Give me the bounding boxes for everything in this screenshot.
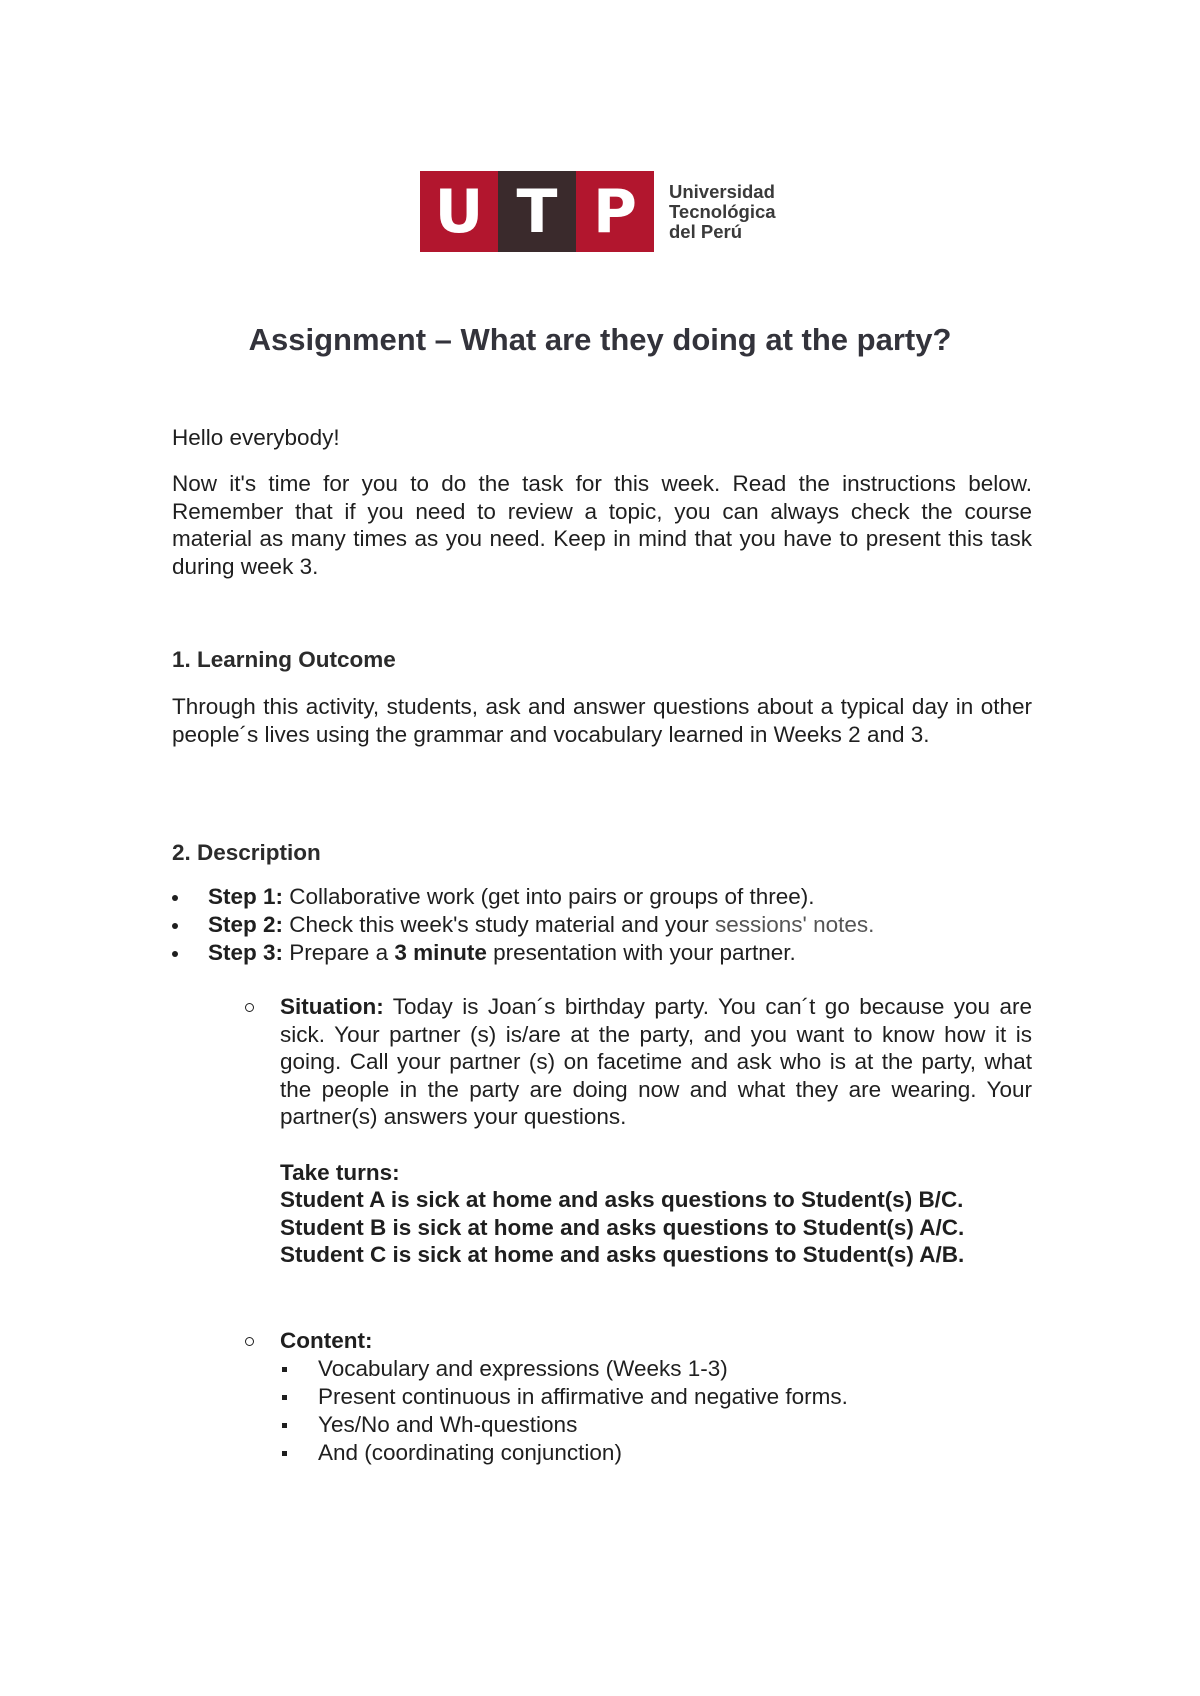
situation-text <box>280 993 1032 1131</box>
content-label: Content: <box>280 1328 373 1353</box>
section-heading-learning-outcome: 1. Learning Outcome <box>172 647 396 672</box>
steps-list <box>172 883 1032 967</box>
intro-paragraph: Now it's time for you to do the task for this week. Read the instructions below. Remember that if you need to review a topic, you can always check the course material as many times as you need. Keep in mind that you have to present this task during week 3. <box>172 471 1032 579</box>
list-item-step-2 <box>172 911 1032 939</box>
list-item: Vocabulary and expressions (Weeks 1-3) <box>244 1355 1032 1383</box>
utp-logo <box>420 171 776 252</box>
situation-label: Situation: <box>280 994 384 1019</box>
step-3-text-pre: Prepare a <box>283 940 395 965</box>
step-1-label: Step 1: <box>208 884 284 909</box>
logo-letter-u: U <box>420 171 498 252</box>
list-item: And (coordinating conjunction) <box>244 1439 1032 1467</box>
situation-block <box>280 993 1032 1269</box>
content-block <box>280 1327 1032 1467</box>
turn-student-b: Student B is sick at home and asks questions to Student(s) A/C. <box>280 1214 965 1240</box>
step-2-text-muted: sessions' notes. <box>715 912 875 937</box>
page-title: Assignment – What are they doing at the party? <box>248 322 952 357</box>
logo-line-2: Tecnológica <box>669 200 776 222</box>
circle-bullet-icon <box>245 1337 254 1346</box>
step-2-text: Check this week's study material and your <box>283 912 715 937</box>
turn-student-a: Student A is sick at home and asks questions to Student(s) B/C. <box>280 1187 964 1212</box>
greeting: Hello everybody! <box>172 425 340 450</box>
list-item: Yes/No and Wh-questions <box>244 1411 1032 1439</box>
step-2-label: Step 2: <box>208 912 284 937</box>
step-3-duration: 3 minute <box>394 940 487 965</box>
logo-line-3: del Perú <box>669 220 742 242</box>
situation-body: Today is Joan´s birthday party. You can´t go because you are sick. Your partner (s) is/are at the party, and you want to know how it is going. Call your partner (s) on facetime and ask who is at the party, what the people in the party are doing now and what they are wearing. Your partner(s) answers your questions. <box>280 994 1032 1129</box>
logo-wordmark <box>669 182 776 242</box>
content-list <box>244 1355 1032 1467</box>
step-3-label: Step 3: <box>208 940 284 965</box>
circle-bullet-icon <box>245 1003 254 1012</box>
step-3-text-post: presentation with your partner. <box>486 940 796 965</box>
list-item-step-3 <box>172 939 1032 967</box>
list-item: Present continuous in affirmative and negative forms. <box>244 1383 1032 1411</box>
turn-student-c: Student C is sick at home and asks questions to Student(s) A/B. <box>280 1242 965 1267</box>
logo-letter-t: T <box>498 171 576 252</box>
take-turns-heading: Take turns: <box>280 1159 400 1185</box>
section-heading-description: 2. Description <box>172 840 321 865</box>
step-1-text: Collaborative work (get into pairs or groups of three). <box>283 884 815 909</box>
list-item-step-1 <box>172 883 1032 911</box>
learning-outcome-text: Through this activity, students, ask and answer questions about a typical day in other people´s lives using the grammar and vocabulary learned in Weeks 2 and 3. <box>172 694 1032 747</box>
logo-line-1: Universidad <box>669 180 775 202</box>
logo-letter-blocks <box>420 171 654 252</box>
logo-letter-p: P <box>576 171 654 252</box>
